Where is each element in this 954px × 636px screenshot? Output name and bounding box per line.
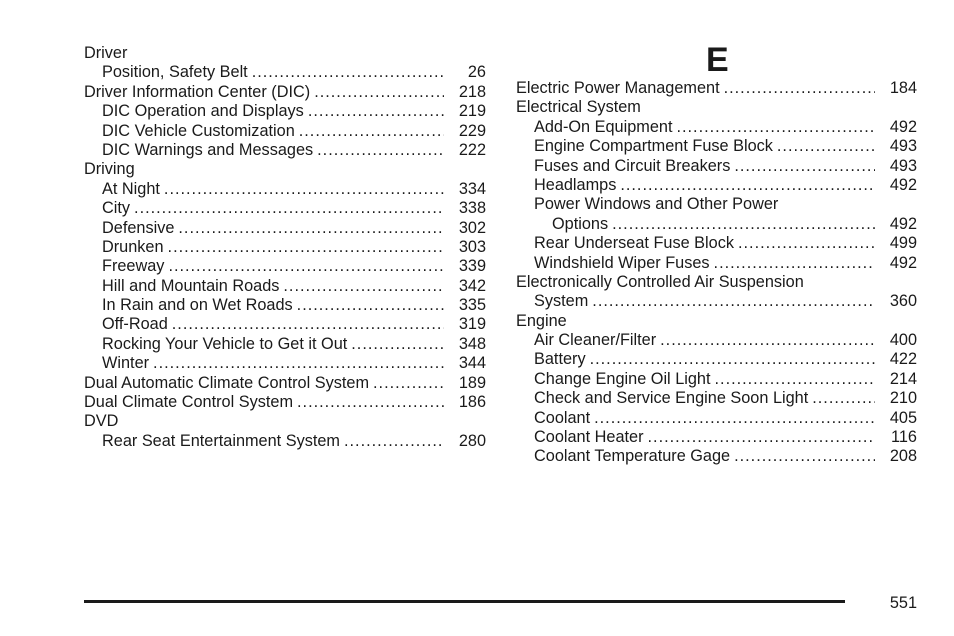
dot-leader	[314, 83, 444, 102]
dot-leader	[308, 102, 444, 121]
index-column-right	[516, 41, 917, 467]
index-entry	[516, 176, 917, 195]
index-entry	[516, 118, 917, 137]
index-entry	[516, 370, 917, 389]
entry-page-number: 280	[458, 431, 486, 450]
entry-label: Fuses and Circuit Breakers	[534, 156, 731, 175]
entry-page-number: 422	[889, 350, 917, 369]
index-entry	[84, 393, 486, 412]
entry-label: DVD	[84, 412, 119, 431]
entry-page-number: 116	[891, 428, 917, 447]
dot-leader	[734, 447, 875, 466]
dot-leader	[724, 79, 875, 98]
entry-page-number: 342	[458, 276, 486, 295]
entry-label: DIC Warnings and Messages	[102, 140, 314, 159]
entry-label: Electric Power Management	[516, 79, 720, 97]
entry-page-number: 334	[458, 179, 486, 198]
entry-label: City	[102, 199, 131, 218]
entry-label: DIC Vehicle Customization	[102, 121, 295, 140]
dot-leader	[317, 141, 444, 160]
index-entry	[84, 122, 486, 141]
entry-page-number: 344	[458, 354, 486, 373]
entry-label: Headlamps	[534, 175, 617, 194]
entry-label: Coolant Heater	[534, 428, 644, 447]
index-entry	[84, 141, 486, 160]
dot-leader	[812, 389, 875, 408]
right-entries-list	[516, 79, 917, 467]
entry-label: Power Windows and Other Power	[534, 195, 779, 214]
entry-page-number: 360	[889, 292, 917, 311]
entry-label: Defensive	[102, 218, 175, 237]
index-entry	[84, 412, 486, 431]
index-entry	[516, 409, 917, 428]
entry-label: Dual Automatic Climate Control System	[84, 373, 370, 392]
index-entry	[516, 447, 917, 466]
entry-label: Driving	[84, 160, 135, 179]
index-entry	[84, 199, 486, 218]
dot-leader	[351, 335, 444, 354]
index-entry	[516, 195, 917, 214]
dot-leader	[168, 238, 444, 257]
entry-label: Winter	[102, 354, 150, 373]
entry-label: Freeway	[102, 257, 165, 276]
entry-label: Drunken	[102, 237, 164, 256]
entry-page-number: 319	[458, 315, 486, 334]
entry-label: Electrical System	[516, 98, 641, 117]
entry-label: DIC Operation and Displays	[102, 102, 304, 121]
index-entry	[516, 292, 917, 311]
entry-label: In Rain and on Wet Roads	[102, 296, 293, 315]
index-entry	[84, 83, 486, 102]
index-entry	[516, 273, 917, 292]
index-entry	[516, 234, 917, 253]
index-entry	[516, 254, 917, 273]
entry-label: Engine	[516, 311, 567, 330]
dot-leader	[172, 315, 444, 334]
index-entry	[84, 277, 486, 296]
dot-leader	[134, 199, 444, 218]
dot-leader	[714, 254, 875, 273]
entry-page-number: 348	[458, 334, 486, 353]
index-entry	[84, 160, 486, 179]
entry-label: Dual Climate Control System	[84, 393, 294, 412]
index-entry	[84, 432, 486, 451]
dot-leader	[676, 118, 875, 137]
index-column-left	[84, 44, 486, 451]
entry-page-number: 492	[889, 214, 917, 233]
entry-page-number: 218	[458, 82, 486, 101]
index-entry	[516, 157, 917, 176]
index-entry	[516, 215, 917, 234]
entry-label: Driver Information Center (DIC)	[84, 82, 311, 101]
dot-leader	[648, 428, 875, 447]
index-entry	[84, 296, 486, 315]
entry-label: Position, Safety Belt	[102, 63, 248, 82]
dot-leader	[168, 257, 444, 276]
entry-label: Air Cleaner/Filter	[534, 331, 657, 350]
index-entry	[516, 137, 917, 156]
index-entry	[516, 350, 917, 369]
index-entry	[516, 331, 917, 350]
entry-page-number: 400	[889, 331, 917, 350]
entry-page-number: 184	[889, 79, 917, 97]
dot-leader	[590, 350, 875, 369]
entry-label: Options	[552, 214, 609, 233]
entry-label: Rear Seat Entertainment System	[102, 431, 340, 450]
entry-page-number: 493	[889, 137, 917, 156]
entry-label: Rocking Your Vehicle to Get it Out	[102, 334, 348, 353]
index-entry	[516, 389, 917, 408]
dot-leader	[297, 393, 444, 412]
dot-leader	[594, 409, 875, 428]
index-entry	[84, 335, 486, 354]
dot-leader	[660, 331, 875, 350]
entry-page-number: 222	[458, 140, 486, 159]
entry-label: Driver	[84, 44, 128, 62]
entry-page-number: 339	[458, 257, 486, 276]
entry-label: Change Engine Oil Light	[534, 369, 711, 388]
index-entry	[84, 219, 486, 238]
dot-leader	[734, 157, 875, 176]
entry-page-number: 492	[889, 117, 917, 136]
entry-label: Battery	[534, 350, 586, 369]
entry-label: At Night	[102, 179, 160, 198]
dot-leader	[777, 137, 875, 156]
entry-label: Engine Compartment Fuse Block	[534, 137, 773, 156]
index-entry	[84, 315, 486, 334]
dot-leader	[283, 277, 444, 296]
index-entry	[84, 238, 486, 257]
entry-page-number: 493	[889, 156, 917, 175]
entry-page-number: 492	[889, 175, 917, 194]
entry-page-number: 335	[458, 296, 486, 315]
entry-label: Hill and Mountain Roads	[102, 276, 280, 295]
entry-page-number: 499	[889, 234, 917, 253]
index-entry	[516, 312, 917, 331]
page-number: 551	[889, 594, 917, 612]
entry-label: System	[534, 292, 589, 311]
entry-label: Add-On Equipment	[534, 117, 673, 136]
entry-label: Windshield Wiper Fuses	[534, 253, 710, 272]
entry-page-number: 26	[467, 63, 486, 82]
entry-page-number: 208	[889, 447, 917, 466]
entry-page-number: 303	[458, 237, 486, 256]
index-entry	[516, 428, 917, 447]
entry-page-number: 219	[458, 102, 486, 121]
dot-leader	[299, 122, 444, 141]
entry-label: Coolant	[534, 408, 591, 427]
dot-leader	[715, 370, 875, 389]
dot-leader	[153, 354, 444, 373]
dot-leader	[252, 63, 444, 82]
index-entry	[84, 257, 486, 276]
footer-rule	[84, 600, 845, 603]
entry-page-number: 210	[889, 389, 917, 408]
index-entry	[516, 79, 917, 98]
dot-leader	[620, 176, 875, 195]
dot-leader	[373, 374, 444, 393]
entry-page-number: 189	[458, 373, 486, 392]
entry-label: Electronically Controlled Air Suspension	[516, 272, 804, 291]
index-entry	[516, 98, 917, 117]
dot-leader	[344, 432, 444, 451]
dot-leader	[297, 296, 444, 315]
index-entry	[84, 354, 486, 373]
dot-leader	[612, 215, 875, 234]
section-letter-heading: E	[706, 41, 729, 79]
entry-page-number: 214	[889, 369, 917, 388]
entry-label: Rear Underseat Fuse Block	[534, 234, 734, 253]
dot-leader	[164, 180, 444, 199]
index-entry	[84, 180, 486, 199]
entry-page-number: 229	[458, 121, 486, 140]
entry-label: Coolant Temperature Gage	[534, 447, 731, 466]
dot-leader	[738, 234, 875, 253]
dot-leader	[178, 219, 444, 238]
entry-page-number: 302	[458, 218, 486, 237]
entry-label: Check and Service Engine Soon Light	[534, 389, 809, 408]
entry-page-number: 405	[889, 408, 917, 427]
index-entry	[84, 102, 486, 121]
entry-page-number: 186	[458, 393, 486, 412]
index-entry	[84, 63, 486, 82]
index-entry	[84, 44, 486, 63]
entry-page-number: 338	[458, 199, 486, 218]
dot-leader	[592, 292, 875, 311]
entry-page-number: 492	[889, 253, 917, 272]
entry-label: Off-Road	[102, 315, 168, 334]
index-entry	[84, 374, 486, 393]
